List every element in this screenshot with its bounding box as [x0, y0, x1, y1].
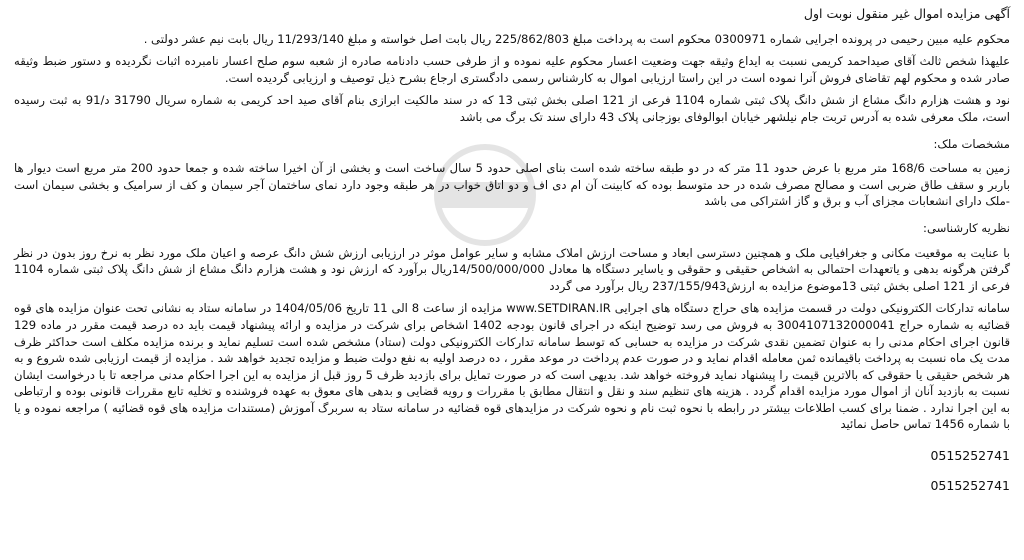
phone-number: 0515252741	[930, 478, 1010, 494]
property-share-paragraph: نود و هشت هزارم دانگ مشاع از شش دانگ پلاک ثبتی شماره 1104 فرعی از 121 اصلی بخش ثبتی 13 که در سند مالکیت ابرازی بنام آقای صید احد کریمی به شماره سریال 31790 د/91 به ثبت رسیده است، ملک معرفی شده به آدرس تربت جام نیلشهر خیابان ابوالوفای بوزجانی پلاک 43 دارای سند تک برگ می باشد	[14, 93, 1010, 124]
expert-opinion-label: نظریه کارشناسی:	[923, 220, 1010, 235]
phone-list	[14, 447, 1010, 495]
debt-paragraph: محکوم علیه مبین رحیمی در پرونده اجرایی شماره 0300971 محکوم است به پرداخت مبلغ 225/862/803 ریال بابت اصل خواسته و مبلغ 11/293/140 ریال بابت نیم عشر دولتی .	[143, 31, 1010, 46]
guarantee-paragraph: علیهذا شخص ثالث آقای صیداحمد کریمی نسبت به ایداع وثیقه جهت وضعیت اعسار محکوم علیه نموده و از طرفی حسب دادنامه صادره از شعبه سوم صلح اعسار نامبرده اثبات نگردیده و دستور ضبط وثیقه صادر شده و محکوم لهم تقاضای فروش آنرا نموده است در این راستا ارزیابی اموال به کارشناس رسمی دادگستری ارجاع بشرح ذیل توصیف و ارزیابی گردیده است.	[14, 54, 1010, 85]
auction-terms-paragraph: سامانه تدارکات الکترونیکی دولت در قسمت مزایده های حراج دستگاه های اجرایی www.SETDIRAN.IR مزایده از ساعت 8 الی 11 تاریخ 1404/05/06 در سامانه ستاد به نشانی تحت عنوان مزایده های قوه قضائیه به شماره حراج 3004107132000041 به فروش می رسد توضیح اینکه در اجرای قانون بودجه 1402 اشخاص برای شرکت در مزایده و ارائه پیشنهاد قیمت باید ده درصد قیمت مقرر در ماده 129 قانون اجرای احکام مدنی را به عنوان تضمین نقدی شرکت در مزایده به حسابی که توسط سامانه تدارکات الکترونیکی دولت (ستاد) مشخص شده است تسلیم نماید و برنده مزایده مکلف است حداکثر ظرف مدت یک ماه نسبت به پرداخت باقیمانده ثمن معامله اقدام نماید و در صورت عدم پرداخت در موعد مقرر ، ده درصد اولیه به نفع دولت ضبط و مزایده تجدید خواهد شد . مزایده از قیمت ارزیابی شده شروع و به هر شخص حقیقی یا حقوقی که بالاترین قیمت را پیشنهاد نماید فروخته خواهد شد. بدیهی است که در صورت تمایل برای بازدید ظرف 5 روز قبل از مزایده به این اجرا احکام مدنی مراجعه تا با درخواست ایشان نسبت به بازدید آنان از اموال مورد مزایده اقدام گردد . هزینه های تنظیم سند و نقل و انتقال مطابق با مقررات و رویه قضایی و بدهی های معوق به عهده فروشنده و تخلیه تابع مقررات قانونی بوده و ارتباطی به این اجرا ندارد . ضمنا برای کسب اطلاعات بیشتر در رابطه با نحوه ثبت نام و نحوه شرکت در مزایدهای قوه قضائیه در سامانه ستاد به سربرگ آموزش (مستندات مزایده های قوه قضائیه ) مراجعه نموده و یا با شماره 1456 تماس حاصل نمائید	[13, 301, 1010, 432]
property-specs-paragraph: زمین به مساحت 168/6 متر مربع با عرض حدود 11 متر که در دو طبقه ساخته شده است بنای اصلی حدود 5 سال ساخت است و بخشی از آن اخیرا ساخته شده و جمعا حدود 200 متر مربع است دیوار ها باربر و سقف طاق ضربی است و مصالح مصرف شده در حد متوسط بوده که کابینت آن ام دی اف و دو اتاق خواب در هر طبقه وجود دارد نمای ساختمان آجر سیمان و کف از سرامیک و بخشی سیمان است -ملک دارای انشعابات مجزای آب و برق و گاز اشتراکی می باشد	[14, 161, 1011, 209]
property-specs-label: مشخصات ملک:	[933, 136, 1010, 151]
notice-title: آگهی مزایده اموال غیر منقول نوبت اول	[803, 6, 1010, 21]
valuation-paragraph: با عنایت به موقعیت مکانی و جغرافیایی ملک و همچنین دسترسی ابعاد و مساحت ارزش املاک مشابه و سایر عوامل موثر در ارزیابی ارزش شش دانگ عرصه و اعیان ملک مورد نظر به نرخ روز بدون در نظر گرفتن هرگونه بدهی و یاتعهدات احتمالی به اشخاص حقیقی و حقوقی و یاسایر دستگاه ها معادل 14/500/000/000ریال برآورد که ارزش نود و هشت هزارم دانگ مشاع از شش دانگ پلاک ثبتی شماره 1104 فرعی از 121 اصلی بخش ثبتی 13موضوع مزایده به ارزش237/155/943 ریال برآورد می گردد	[14, 245, 1010, 293]
phone-number: 0515252741	[930, 448, 1010, 464]
